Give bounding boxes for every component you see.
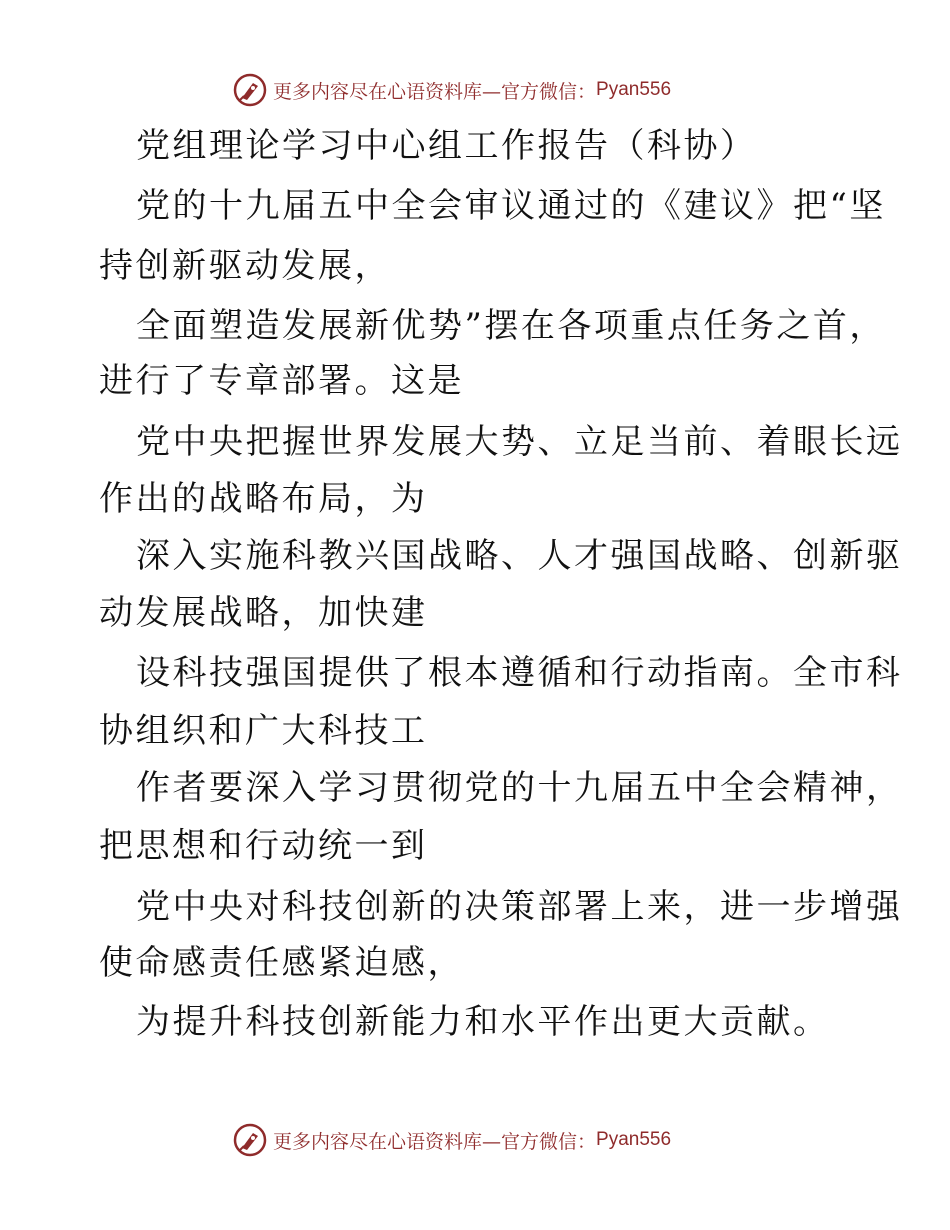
paragraph-line: 深入实施科教兴国战略、人才强国战略、创新驱 xyxy=(136,536,903,576)
banner-text: 更多内容尽在心语资料库—官方微信： xyxy=(273,1130,597,1153)
banner-wechat-id: Pyan556 xyxy=(596,79,672,100)
paragraph-line: 为提升科技创新能力和水平作出更大贡献。 xyxy=(136,1002,830,1042)
paragraph-line: 党的十九届五中全会审议通过的《建议》把“坚 xyxy=(136,186,886,226)
paragraph-line: 作出的战略布局，为 xyxy=(99,479,428,519)
pen-nib-seal-icon xyxy=(233,1123,267,1157)
banner-wechat-id: Pyan556 xyxy=(596,1129,672,1150)
paragraph-line: 动发展战略，加快建 xyxy=(99,593,428,633)
banner-text: 更多内容尽在心语资料库—官方微信： xyxy=(273,80,597,103)
paragraph-line: 党中央把握世界发展大势、立足当前、着眼长远 xyxy=(136,422,903,462)
banner-content xyxy=(233,70,671,110)
paragraph-line: 进行了专章部署。这是 xyxy=(99,361,464,401)
paragraph-line: 作者要深入学习贯彻党的十九届五中全会精神， xyxy=(136,768,903,808)
paragraph-line: 使命感责任感紧迫感， xyxy=(99,943,464,983)
paragraph-line: 党中央对科技创新的决策部署上来，进一步增强 xyxy=(136,887,903,927)
paragraph-line: 设科技强国提供了根本遵循和行动指南。全市科 xyxy=(136,653,903,693)
paragraph-line: 全面塑造发展新优势”摆在各项重点任务之首， xyxy=(136,306,886,346)
header-banner xyxy=(0,70,950,110)
banner-content xyxy=(233,1120,671,1160)
document-title: 党组理论学习中心组工作报告（科协） xyxy=(136,126,757,166)
footer-banner xyxy=(0,1120,950,1160)
paragraph-line: 持创新驱动发展， xyxy=(99,246,391,286)
paragraph-line: 把思想和行动统一到 xyxy=(99,826,428,866)
pen-nib-seal-icon xyxy=(233,73,267,107)
paragraph-line: 协组织和广大科技工 xyxy=(99,711,428,751)
